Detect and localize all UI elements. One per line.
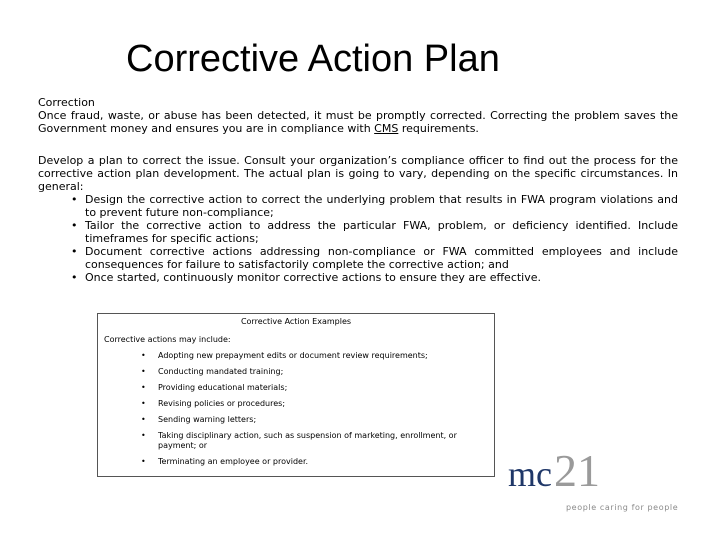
correction-text-end: requirements. — [398, 122, 479, 135]
page-title: Corrective Action Plan — [126, 38, 500, 80]
example-text: Taking disciplinary action, such as suspension of marketing, enrollment, or payment; or — [158, 431, 457, 450]
bullet-icon: • — [71, 193, 78, 206]
develop-bullet-item — [38, 219, 678, 245]
example-text: Terminating an employee or provider. — [158, 457, 309, 466]
cms-link[interactable]: CMS — [374, 122, 399, 135]
example-text: Conducting mandated training; — [158, 367, 284, 376]
mc21-logo — [506, 446, 686, 516]
bullet-icon: • — [71, 245, 78, 258]
example-item — [138, 383, 488, 393]
correction-heading: Correction — [38, 96, 95, 109]
develop-bullet-text: Document corrective actions addressing non-compliance or FWA committed employees and include consequences for failure to satisfactorily complete the corrective action; and — [85, 245, 678, 271]
develop-bullet-item — [38, 245, 678, 271]
bullet-icon: • — [141, 367, 146, 376]
bullet-icon: • — [141, 415, 146, 424]
develop-bullet-item — [38, 193, 678, 219]
example-item — [138, 351, 488, 361]
develop-intro: Develop a plan to correct the issue. Consult your organization’s compliance officer to find out the process for the corrective action plan development. The actual plan is going to vary, depending on the specific circumstances. In general: — [38, 154, 678, 193]
develop-bullet-text: Tailor the corrective action to address the particular FWA, problem, or deficiency identified. Include timeframes for specific actions; — [85, 219, 678, 245]
develop-bullet-list — [38, 193, 678, 284]
examples-list — [138, 351, 488, 473]
corrective-action-examples-box — [97, 313, 495, 477]
correction-paragraph — [38, 109, 678, 135]
bullet-icon: • — [71, 219, 78, 232]
example-text: Providing educational materials; — [158, 383, 288, 392]
example-item — [138, 399, 488, 409]
example-item — [138, 431, 488, 451]
example-text: Revising policies or procedures; — [158, 399, 286, 408]
example-item — [138, 457, 488, 467]
bullet-icon: • — [141, 351, 146, 360]
develop-bullet-item — [38, 271, 678, 284]
example-item — [138, 367, 488, 377]
examples-intro: Corrective actions may include: — [104, 335, 231, 344]
logo-tagline: people caring for people — [566, 503, 679, 512]
logo-mark-left: mc — [508, 454, 552, 494]
bullet-icon: • — [141, 457, 146, 466]
examples-title: Corrective Action Examples — [240, 317, 352, 326]
example-text: Adopting new prepayment edits or document review requirements; — [158, 351, 428, 360]
bullet-icon: • — [141, 431, 146, 440]
bullet-icon: • — [141, 383, 146, 392]
body-text — [38, 96, 678, 284]
logo-mark-right: 21 — [554, 446, 600, 496]
example-item — [138, 415, 488, 425]
example-text: Sending warning letters; — [158, 415, 257, 424]
correction-text-start: Once fraud, waste, or abuse has been detected, it must be promptly corrected. Correcting the problem saves the Government money and ensures you are in compliance with — [38, 109, 678, 135]
develop-bullet-text: Once started, continuously monitor corrective actions to ensure they are effective. — [85, 271, 542, 284]
develop-bullet-text: Design the corrective action to correct the underlying problem that results in FWA program violations and to prevent future non-compliance; — [85, 193, 678, 219]
bullet-icon: • — [141, 399, 146, 408]
bullet-icon: • — [71, 271, 78, 284]
